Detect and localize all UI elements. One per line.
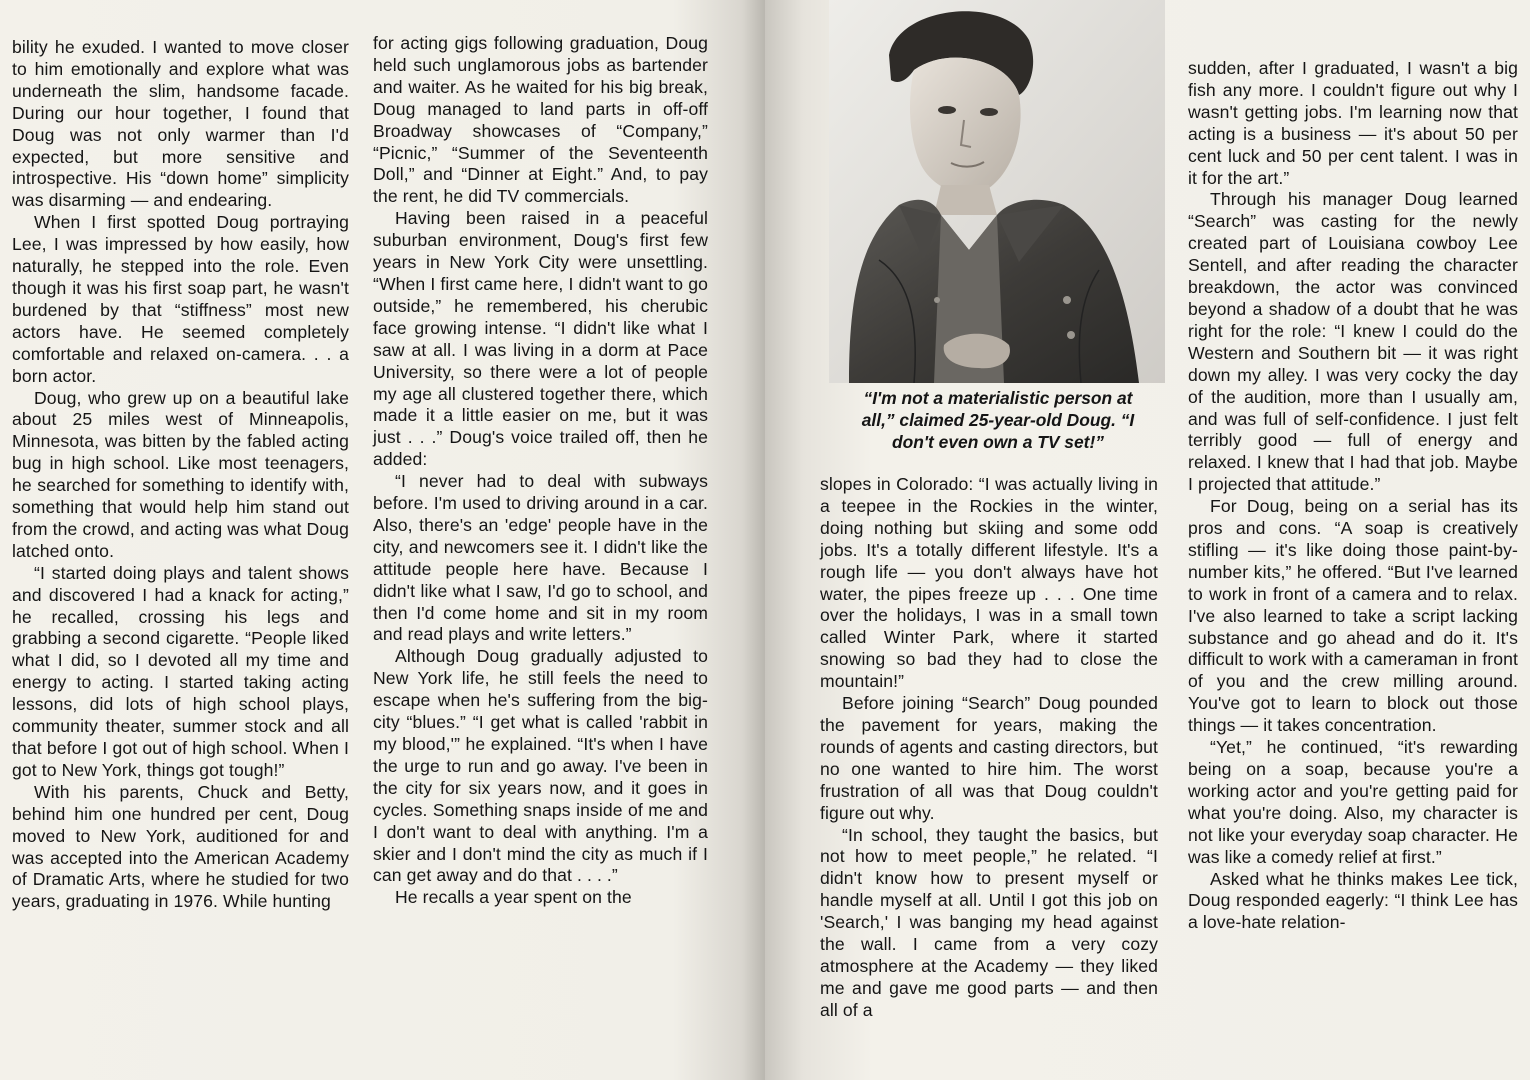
portrait-photo xyxy=(829,0,1165,383)
caption-line: “I'm not a materialistic person at xyxy=(863,388,1133,408)
paragraph: bility he exuded. I wanted to move closer to him emotionally and explore what was underneath the slim, handsome facade. During our hour together, I found that Doug was not only warmer than I'd expected, but more sensitive and introspective. His “down home” simplicity was disarming — and endearing. xyxy=(12,37,349,211)
paragraph: When I first spotted Doug portraying Lee, I was impressed by how easily, how naturally, he stepped into the role. Even though it was his first soap part, he wasn't burdened by that “stiffness” most new actors have. He seemed completely comfortable and relaxed on-camera. . . a born actor. xyxy=(12,212,349,386)
column-1 xyxy=(12,37,349,913)
paragraph: “In school, they taught the basics, but not how to meet people,” he related. “I didn't know how to present myself or handle myself at all. Until I got this job on 'Search,' I was banging my head against the wall. I came from a very cozy atmosphere at the Academy — they liked me and gave me good parts — and then all of a xyxy=(820,824,1158,1020)
caption-line: don't even own a TV set!” xyxy=(892,432,1104,452)
paragraph: Through his manager Doug learned “Search” was casting for the newly created part of Louisiana cowboy Lee Sentell, and after reading the character breakdown, the actor was convinced beyond a shadow of a doubt that he was right for the role: “I knew I could do the Western and Southern bit — it was right down my alley. I was very cocky the day of the audition, more than I usually am, and was full of self-confidence. I just felt terribly good — full of energy and relaxed. I knew that I had that job. Maybe I projected that attitude.” xyxy=(1188,189,1518,495)
portrait-illustration xyxy=(829,0,1165,383)
column-3 xyxy=(820,474,1158,1022)
paragraph: “Yet,” he continued, “it's rewarding being on a soap, because you're a working actor and you're getting paid for what you're doing. Also, my character is not like your everyday soap character. He was like a comedy relief at first.” xyxy=(1188,737,1518,867)
column-4 xyxy=(1188,58,1518,934)
column-2 xyxy=(373,33,708,909)
caption-line: all,” claimed 25-year-old Doug. “I xyxy=(861,410,1135,430)
photo-caption xyxy=(826,387,1170,453)
paragraph: sudden, after I graduated, I wasn't a big fish any more. I couldn't figure out why I wasn't getting jobs. I'm learning now that acting is a business — it's about 50 per cent luck and 50 per cent talent. I was in it for the art.” xyxy=(1188,58,1518,188)
paragraph: Doug, who grew up on a beautiful lake about 25 miles west of Minneapolis, Minnesota, was bitten by the fabled acting bug in high school. Like most teenagers, he searched for something to identify with, something that would help him stand out from the crowd, and acting was what Doug latched onto. xyxy=(12,387,349,561)
paragraph: slopes in Colorado: “I was actually living in a teepee in the Rockies in the winter, doing nothing but skiing and some odd jobs. It's a totally different lifestyle. It's a rough life — you don't always have hot water, the pipes freeze up . . . One time over the holidays, I was in a small town called Winter Park, where it started snowing so bad they had to close the mountain!” xyxy=(820,474,1158,692)
paragraph: Although Doug gradually adjusted to New York life, he still feels the need to escape when he's suffering from the big-city “blues.” “I get what is called 'rabbit in my blood,'” he explained. “It's when I have the urge to run and go away. I've been in the city for six years now, and it goes in cycles. Something snaps inside of me and I don't want to deal with anything. I'm a skier and I don't mind the city as much if I can get away and do that . . . .” xyxy=(373,646,708,886)
paragraph: Before joining “Search” Doug pounded the pavement for years, making the rounds of agents and casting directors, but no one wanted to hire him. The worst frustration of all was that Doug couldn't figure out why. xyxy=(820,693,1158,823)
paragraph: Having been raised in a peaceful suburban environment, Doug's first few years in New York City were unsettling. “When I first came here, I didn't want to go outside,” he remembered, his cherubic face growing intense. “I didn't like what I saw at all. I was living in a dorm at Pace University, so there were a lot of people my age all clustered together there, which made it a little easier on me, but it was just . . .” Doug's voice trailed off, then he added: xyxy=(373,208,708,470)
paragraph: For Doug, being on a serial has its pros and cons. “A soap is creatively stifling — it's like doing those paint-by-number kits,” he offered. “But I've learned to work in front of a camera and to relax. I've also learned to take a script lacking substance and go ahead and do it. It's difficult to work with a cameraman in front of you and the crew milling around. You've got to learn to block out those things — it takes concentration. xyxy=(1188,496,1518,736)
paragraph: “I started doing plays and talent shows and discovered I had a knack for acting,” he recalled, crossing his legs and grabbing a second cigarette. “People liked what I did, so I devoted all my time and energy to acting. I started taking acting lessons, did lots of high school plays, community theater, summer stock and all that before I got out of high school. When I got to New York, things got tough!” xyxy=(12,562,349,780)
paragraph: He recalls a year spent on the xyxy=(395,887,632,908)
paragraph: “I never had to deal with subways before. I'm used to driving around in a car. Also, there's an 'edge' people have in the city, and newcomers see it. I didn't like the attitude people here have. Because I didn't like what I saw, I'd go to school, and then I'd come home and sit in my room and read plays and write letters.” xyxy=(373,471,708,645)
paragraph: With his parents, Chuck and Betty, behind him one hundred per cent, Doug moved to New York, auditioned for and was accepted into the American Academy of Dramatic Arts, where he studied for two years, graduating in 1976. While hunting xyxy=(12,781,349,912)
paragraph: Asked what he thinks makes Lee tick, Doug responded eagerly: “I think Lee has a love-hate relation- xyxy=(1188,868,1518,933)
paragraph: for acting gigs following graduation, Doug held such unglamorous jobs as bartender and waiter. As he waited for his big break, Doug managed to land parts in off-off Broadway showcases of “Company,” “Picnic,” “Summer of the Seventeenth Doll,” and “Dinner at Eight.” And, to pay the rent, he did TV commercials. xyxy=(373,33,708,207)
